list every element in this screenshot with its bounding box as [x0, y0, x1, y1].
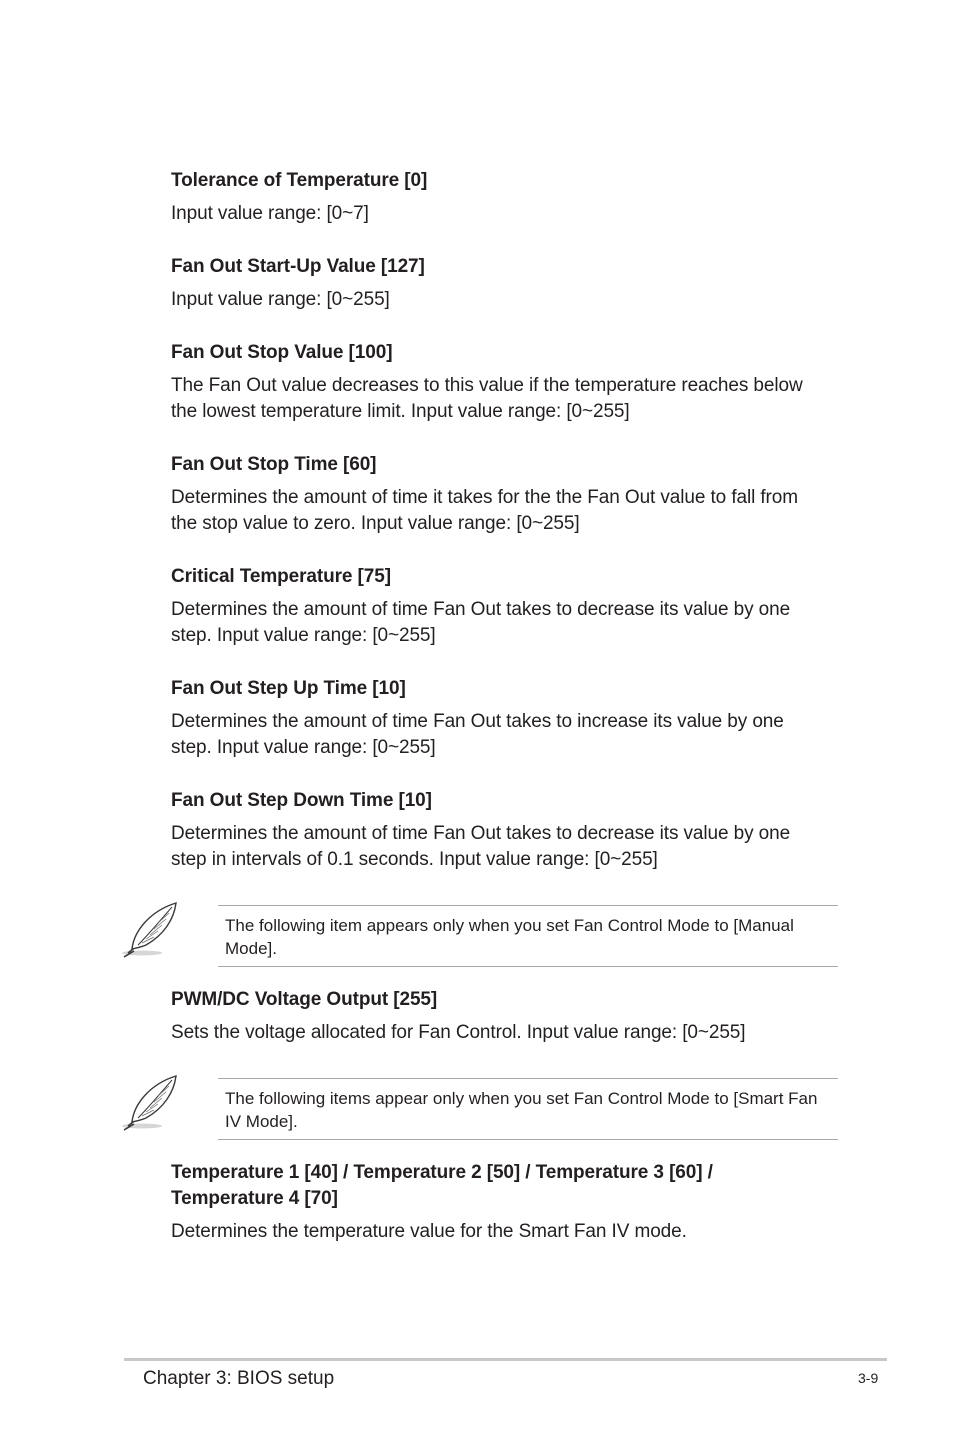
section-body-line: step. Input value range: [0~255] — [171, 737, 436, 758]
note-text-line: Mode]. — [225, 939, 277, 958]
section-body — [171, 373, 841, 425]
section-temperature-1-4 — [171, 1160, 841, 1245]
section-heading: Tolerance of Temperature [0] — [171, 170, 428, 191]
section-heading: PWM/DC Voltage Output [255] — [171, 989, 438, 1010]
section-heading-line: Temperature 1 [40] / Temperature 2 [50] / Temperature 3 [60] / — [171, 1162, 713, 1183]
section-heading: Fan Out Step Up Time [10] — [171, 678, 406, 699]
note-text-line: The following items appear only when you set Fan Control Mode to [Smart Fan — [225, 1089, 818, 1108]
section-body — [171, 709, 841, 761]
note-box — [218, 1078, 838, 1140]
section-body: Input value range: [0~7] — [171, 203, 369, 224]
section-body: Sets the voltage allocated for Fan Control. Input value range: [0~255] — [171, 1022, 746, 1043]
section-body-line: Determines the amount of time it takes for the the Fan Out value to fall from — [171, 487, 798, 508]
page-number: 3-9 — [858, 1370, 879, 1386]
footer-rule — [124, 1358, 887, 1361]
section-fan-out-stop-time — [171, 452, 841, 537]
section-heading: Fan Out Step Down Time [10] — [171, 790, 432, 811]
section-heading-line: Temperature 4 [70] — [171, 1188, 338, 1209]
note-text — [225, 1087, 831, 1133]
section-body-line: step in intervals of 0.1 seconds. Input value range: [0~255] — [171, 849, 658, 870]
section-body-line: The Fan Out value decreases to this value if the temperature reaches below — [171, 375, 803, 396]
section-body — [171, 821, 841, 873]
note-manual-mode — [120, 905, 840, 969]
section-fan-out-stop-value — [171, 340, 841, 425]
note-smart-fan-iv-mode — [120, 1078, 840, 1142]
section-pwm-dc-voltage-output — [171, 987, 841, 1046]
footer-chapter: Chapter 3: BIOS setup — [143, 1368, 335, 1389]
section-heading: Fan Out Stop Time [60] — [171, 454, 377, 475]
note-text-line: The following item appears only when you set Fan Control Mode to [Manual — [225, 916, 794, 935]
section-heading: Fan Out Start-Up Value [127] — [171, 256, 425, 277]
section-heading — [171, 1160, 841, 1212]
section-body-line: the stop value to zero. Input value range: [0~255] — [171, 513, 580, 534]
section-body — [171, 597, 841, 649]
section-body — [171, 485, 841, 537]
section-fan-out-step-up-time — [171, 676, 841, 761]
section-body-line: Determines the amount of time Fan Out takes to decrease its value by one — [171, 823, 791, 844]
note-text — [225, 914, 831, 960]
section-fan-out-step-down-time — [171, 788, 841, 873]
section-tolerance-of-temperature — [171, 168, 841, 227]
section-critical-temperature — [171, 564, 841, 649]
feather-pen-icon — [120, 1074, 182, 1132]
note-box — [218, 905, 838, 967]
section-fan-out-start-up-value — [171, 254, 841, 313]
section-body-line: the lowest temperature limit. Input value range: [0~255] — [171, 401, 630, 422]
section-body-line: Determines the amount of time Fan Out takes to decrease its value by one — [171, 599, 791, 620]
section-body: Determines the temperature value for the Smart Fan IV mode. — [171, 1221, 687, 1242]
feather-pen-icon — [120, 901, 182, 959]
section-heading: Critical Temperature [75] — [171, 566, 391, 587]
section-body-line: Determines the amount of time Fan Out takes to increase its value by one — [171, 711, 784, 732]
section-body: Input value range: [0~255] — [171, 289, 390, 310]
note-text-line: IV Mode]. — [225, 1112, 298, 1131]
section-heading: Fan Out Stop Value [100] — [171, 342, 393, 363]
section-body-line: step. Input value range: [0~255] — [171, 625, 436, 646]
